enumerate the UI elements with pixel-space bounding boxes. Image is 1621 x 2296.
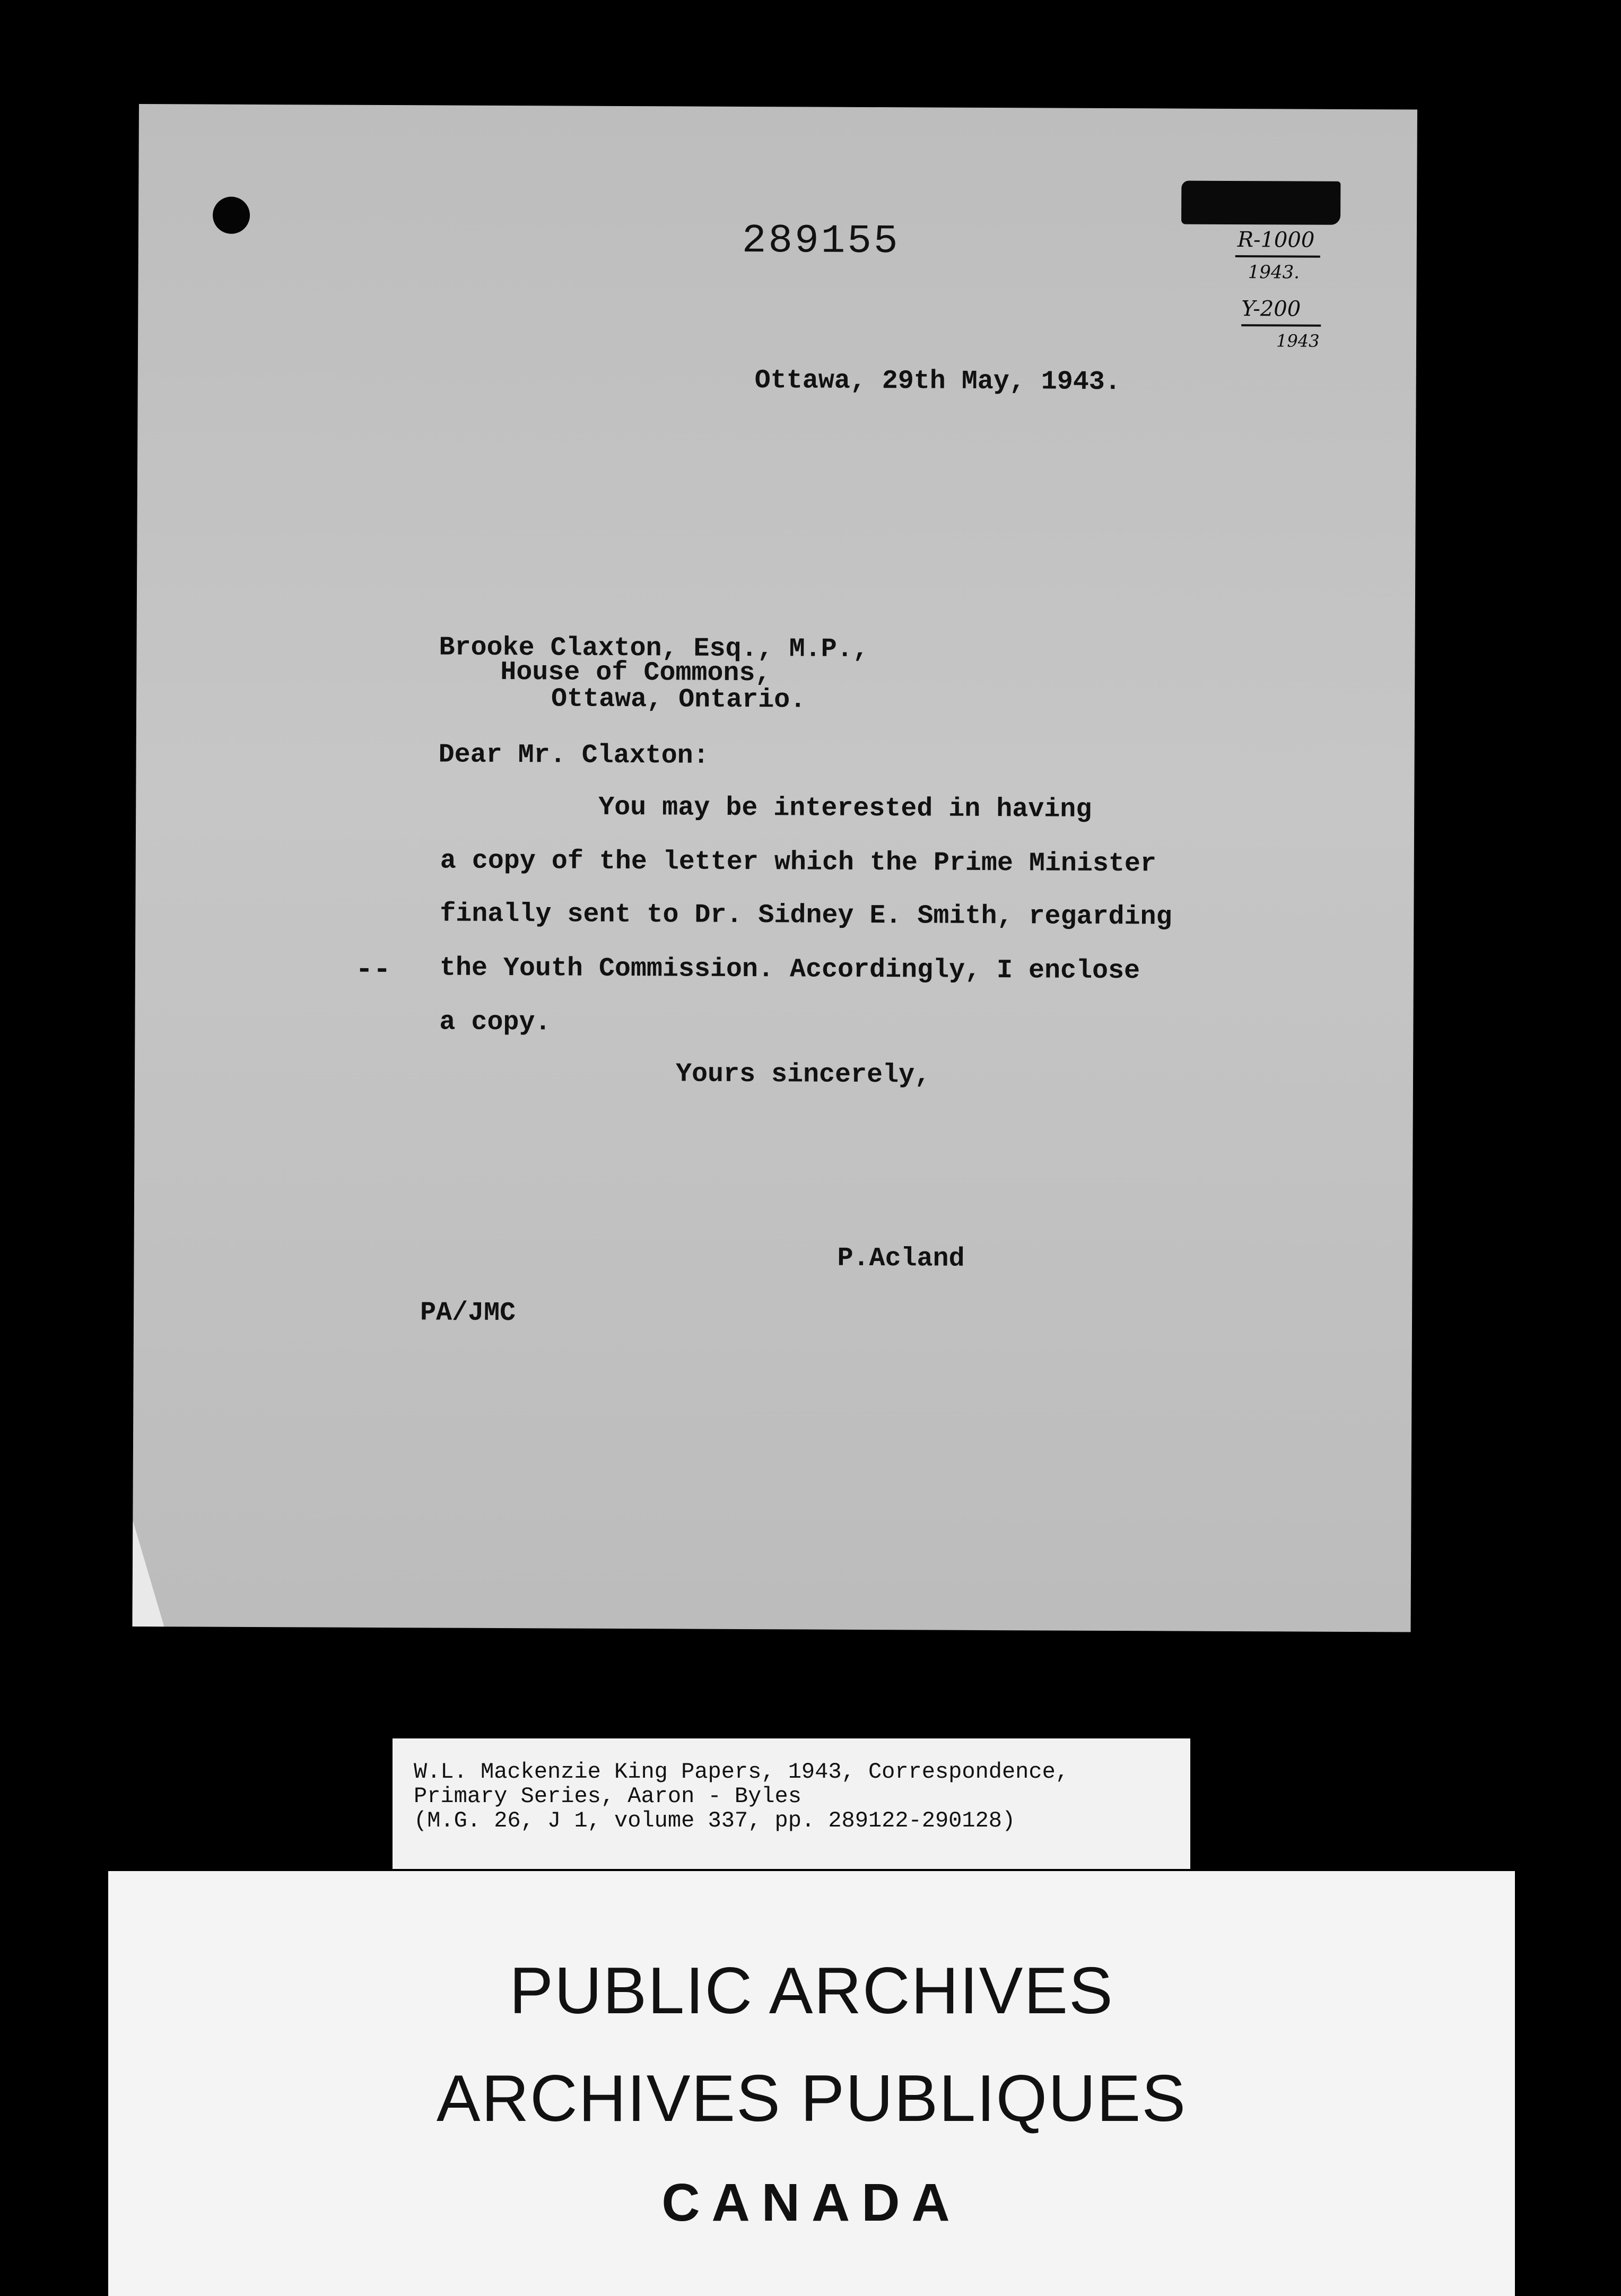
banner-line-country: CANADA — [661, 2173, 962, 2232]
body-line: the Youth Commission. Accordingly, I enclose — [439, 953, 1140, 987]
document-number: 289155 — [742, 218, 900, 265]
address-line: House of Commons, — [500, 657, 771, 689]
margin-mark: -- — [355, 952, 391, 987]
banner-line-french: ARCHIVES PUBLIQUES — [436, 2062, 1187, 2135]
body-line: finally sent to Dr. Sidney E. Smith, regarding — [440, 899, 1172, 933]
handwritten-note: Y-200 — [1241, 297, 1301, 321]
handwritten-note: R-1000 — [1237, 228, 1315, 253]
archive-caption — [393, 1738, 1190, 1869]
caption-line: (M.G. 26, J 1, volume 337, pp. 289122-290128) — [414, 1808, 1016, 1833]
punch-hole — [213, 197, 250, 234]
redacted-stamp — [1181, 181, 1340, 225]
handwritten-note: 1943. — [1248, 262, 1300, 283]
closing: Yours sincerely, — [675, 1059, 931, 1091]
caption-line: Primary Series, Aaron - Byles — [414, 1784, 801, 1809]
address-line: Ottawa, Ontario. — [551, 684, 806, 716]
date-line: Ottawa, 29th May, 1943. — [754, 366, 1121, 398]
letter-page — [132, 104, 1417, 1632]
caption-line: W.L. Mackenzie King Papers, 1943, Correspondence, — [414, 1759, 1069, 1785]
typist-initials: PA/JMC — [420, 1298, 516, 1329]
handwritten-note: 1943 — [1276, 331, 1320, 351]
body-line: a copy. — [439, 1007, 551, 1038]
handwritten-underline — [1235, 255, 1320, 258]
salutation: Dear Mr. Claxton: — [438, 740, 709, 771]
signature: P.Acland — [837, 1243, 965, 1274]
body-line: You may be interested in having — [598, 792, 1092, 825]
body-line: a copy of the letter which the Prime Minister — [440, 846, 1157, 880]
page-fold — [132, 1520, 164, 1627]
handwritten-underline — [1241, 324, 1321, 327]
banner-line-english: PUBLIC ARCHIVES — [509, 1954, 1114, 2028]
address-line: Brooke Claxton, Esq., M.P., — [439, 632, 869, 665]
archives-banner — [108, 1871, 1515, 2296]
